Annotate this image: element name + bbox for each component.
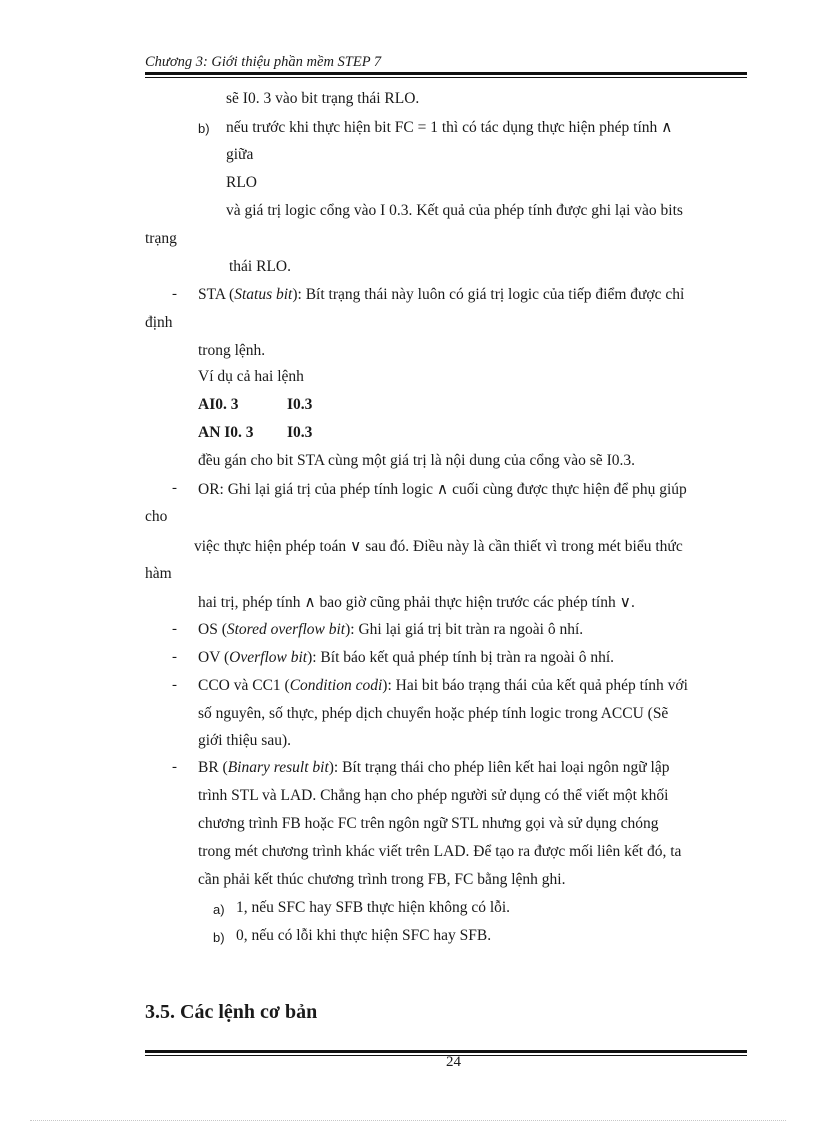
text-line: trạng: [145, 230, 177, 247]
text-span: ): Ghi lại giá trị bit tràn ra ngoài ô nhí.: [345, 621, 584, 638]
text-line: hàm: [145, 565, 172, 582]
term-italic: Overflow bit: [229, 649, 308, 666]
text-line: Ví dụ cả hai lệnh: [198, 368, 304, 385]
bullet-dash: -: [172, 649, 177, 665]
code-instruction: AI0. 3: [198, 396, 239, 413]
cc-item: [198, 677, 688, 695]
text-line: trình STL và LAD. Chẳng hạn cho phép người sử dụng có thể viết một khối: [198, 787, 669, 804]
text-line: giới thiệu sau).: [198, 732, 291, 749]
running-header: Chương 3: Giới thiệu phần mềm STEP 7: [145, 54, 382, 70]
page-edge-dotted-line: [30, 1120, 786, 1121]
list-marker-b: b): [213, 930, 225, 945]
text-line: OR: Ghi lại giá trị của phép tính logic ∧ cuối cùng được thực hiện để phụ giúp: [198, 481, 687, 498]
bullet-dash: -: [172, 286, 177, 302]
text-line: sẽ I0. 3 vào bit trạng thái RLO.: [226, 90, 420, 107]
header-rule-thick: [145, 72, 747, 75]
text-line: 0, nếu có lỗi khi thực hiện SFC hay SFB.: [236, 927, 492, 944]
text-span: CCO và CC1 (: [198, 677, 290, 694]
footer-rule-thick: [145, 1050, 747, 1053]
section-heading: 3.5. Các lệnh cơ bản: [145, 1001, 318, 1023]
text-line: và giá trị logic cổng vào I 0.3. Kết quả của phép tính được ghi lại vào bits: [226, 202, 683, 219]
code-operand: I0.3: [287, 396, 313, 413]
code-operand: I0.3: [287, 424, 313, 441]
sta-item: [198, 286, 684, 304]
code-instruction: AN I0. 3: [198, 424, 254, 441]
term-italic: Status bit: [234, 286, 293, 303]
text-line: cần phải kết thúc chương trình trong FB, FC bằng lệnh ghi.: [198, 871, 566, 888]
text-line: đều gán cho bit STA cùng một giá trị là nội dung của cổng vào sẽ I0.3.: [198, 452, 635, 469]
text-span: BR (: [198, 759, 228, 776]
list-marker-a: a): [213, 902, 225, 917]
text-line: hai trị, phép tính ∧ bao giờ cũng phải thực hiện trước các phép tính ∨.: [198, 594, 635, 611]
text-line: cho: [145, 508, 168, 525]
os-item: [198, 621, 583, 639]
text-line: nếu trước khi thực hiện bit FC = 1 thì có tác dụng thực hiện phép tính ∧: [226, 119, 673, 136]
text-line: RLO: [226, 174, 257, 191]
text-line: số nguyên, số thực, phép dịch chuyển hoặc phép tính logic trong ACCU (Sẽ: [198, 705, 669, 722]
text-span: OS (: [198, 621, 227, 638]
text-line: trong lệnh.: [198, 342, 266, 359]
ov-item: [198, 649, 614, 667]
list-marker-b: b): [198, 121, 210, 136]
header-rule-thin: [145, 77, 747, 78]
bullet-dash: -: [172, 480, 177, 496]
bullet-dash: -: [172, 621, 177, 637]
bullet-dash: -: [172, 677, 177, 693]
text-line: giữa: [226, 146, 254, 163]
text-line: 1, nếu SFC hay SFB thực hiện không có lỗi.: [236, 899, 511, 916]
term-italic: Condition codi: [289, 677, 383, 694]
text-line: chương trình FB hoặc FC trên ngôn ngữ STL nhưng gọi và sử dụng chóng: [198, 815, 659, 832]
text-span: STA (: [198, 286, 235, 303]
text-line: trong mét chương trình khác viết trên LAD. Để tạo ra được mối liên kết đó, ta: [198, 843, 682, 860]
text-line: việc thực hiện phép toán ∨ sau đó. Điều này là cần thiết vì trong mét biểu thức: [194, 538, 683, 555]
page-number: 24: [446, 1054, 461, 1070]
text-span: ): Hai bit báo trạng thái của kết quả phép tính với: [382, 677, 688, 694]
text-line: thái RLO.: [229, 258, 291, 275]
bullet-dash: -: [172, 759, 177, 775]
br-item: [198, 759, 669, 777]
term-italic: Binary result bit: [227, 759, 329, 776]
text-span: ): Bít trạng thái cho phép liên kết hai loại ngôn ngữ lập: [328, 759, 670, 776]
text-line: định: [145, 314, 173, 331]
term-italic: Stored overflow bit: [226, 621, 346, 638]
text-span: ): Bít trạng thái này luôn có giá trị logic của tiếp điểm được chỉ: [292, 286, 685, 303]
text-span: ): Bít báo kết quả phép tính bị tràn ra ngoài ô nhí.: [307, 649, 615, 666]
text-span: OV (: [198, 649, 230, 666]
